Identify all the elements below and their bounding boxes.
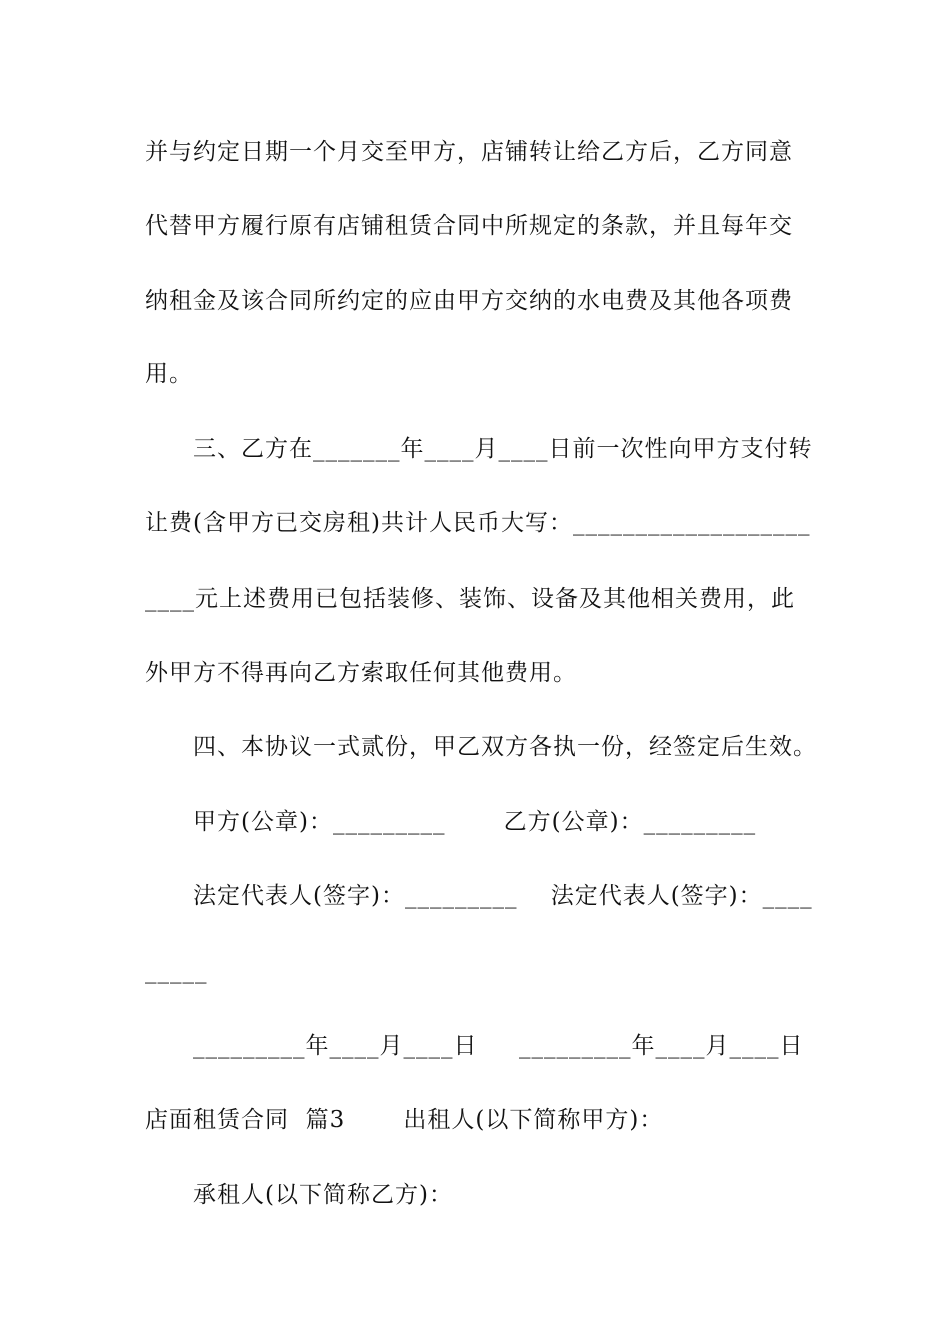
- paragraph-line: 纳租金及该合同所约定的应由甲方交纳的水电费及其他各项费: [145, 288, 793, 314]
- paragraph-line: 用。: [145, 361, 193, 387]
- lessee-line: 承租人(以下简称乙方)：: [193, 1182, 453, 1208]
- paragraph-line: 并与约定日期一个月交至甲方，店铺转让给乙方后，乙方同意: [145, 139, 793, 165]
- representative-signature-line: 法定代表人(签字)：_________ 法定代表人(签字)：____: [193, 883, 813, 909]
- signature-blank-continuation: _____: [145, 958, 208, 984]
- paragraph-line: ____元上述费用已包括装修、装饰、设备及其他相关费用，此: [145, 586, 795, 612]
- paragraph-line: 让费(含甲方已交房租)共计人民币大写：___________________: [145, 510, 811, 536]
- clause-four-line: 四、本协议一式贰份，甲乙双方各执一份，经签定后生效。: [193, 734, 817, 760]
- clause-three-line: 三、乙方在_______年____月____日前一次性向甲方支付转: [193, 436, 813, 462]
- party-seal-line: 甲方(公章)：_________ 乙方(公章)：_________: [193, 809, 757, 835]
- paragraph-line: 代替甲方履行原有店铺租赁合同中所规定的条款，并且每年交: [145, 213, 793, 239]
- section-heading-line: 店面租赁合同 篇3 出租人(以下简称甲方)：: [145, 1107, 664, 1133]
- paragraph-line: 外甲方不得再向乙方索取任何其他费用。: [145, 660, 577, 686]
- date-line: _________年____月____日 _________年____月____日: [193, 1033, 804, 1059]
